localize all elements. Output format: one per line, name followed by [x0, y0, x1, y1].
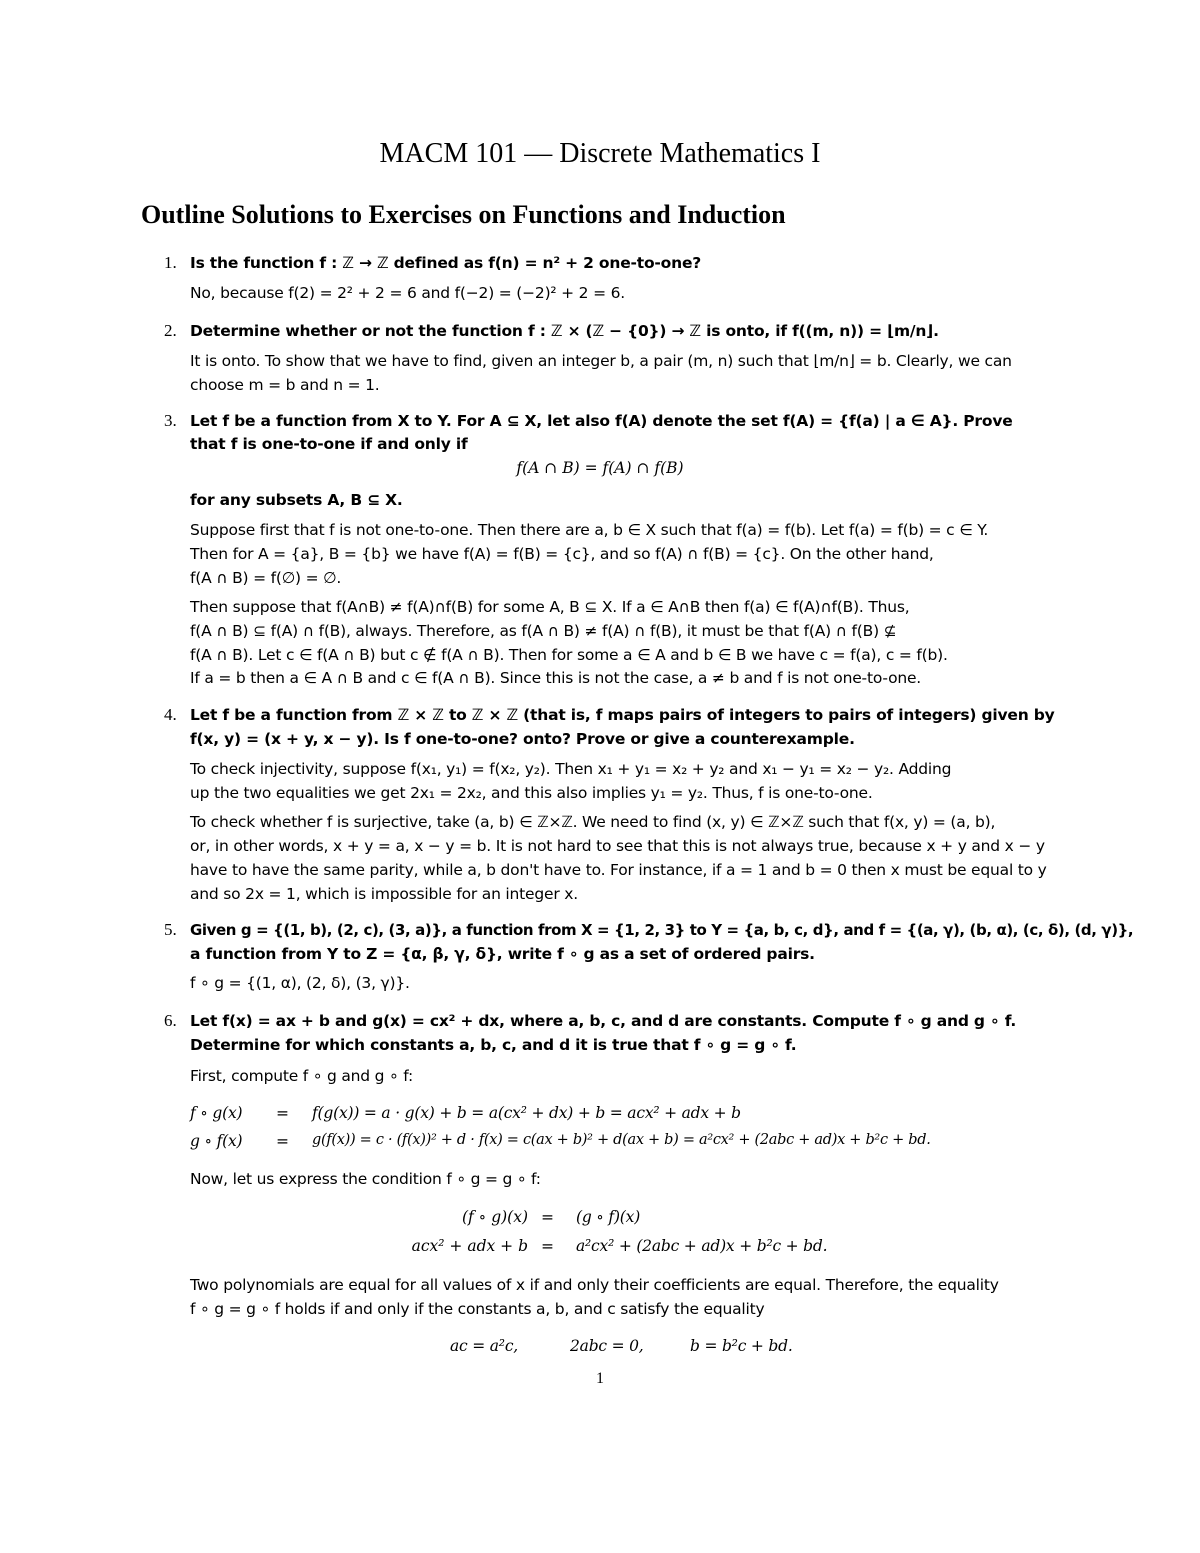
problem-question: Let f(x) = ax + b and g(x) = cx² + dx, where a, b, c, and d are constants. Compute f ∘ g and g ∘ f.: [190, 1012, 1017, 1030]
problem-number: 4.: [164, 705, 177, 724]
problem-question: Determine for which constants a, b, c, and d it is true that f ∘ g = g ∘ f.: [190, 1036, 797, 1054]
problem-question: Determine whether or not the function f : ℤ × (ℤ − {0}) → ℤ is onto, if f((m, n)) = ⌊m/n⌋.: [190, 322, 939, 340]
problem-question: Let f be a function from ℤ × ℤ to ℤ × ℤ (that is, f maps pairs of integers to pairs of integers) given by: [190, 706, 1055, 724]
problem-answer: To check injectivity, suppose f(x₁, y₁) = f(x₂, y₂). Then x₁ + y₁ = x₂ + y₂ and x₁ − y₁ = x₂ − y₂. Adding: [190, 760, 952, 778]
conclusion-text: Two polynomials are equal for all values of x if and only their coefficients are equal. Therefore, the equality: [190, 1276, 999, 1294]
course-title: MACM 101 — Discrete Mathematics I: [379, 138, 821, 169]
problem-answer: First, compute f ∘ g and g ∘ f:: [190, 1067, 413, 1085]
final-equality: ac = a²c,: [450, 1337, 519, 1355]
problem-answer: f(A ∩ B) ⊆ f(A) ∩ f(B), always. Therefore, as f(A ∩ B) ≠ f(A) ∩ f(B), it must be that f(A) ∩ f(B) ⊈: [190, 622, 897, 640]
problem-question: that f is one-to-one if and only if: [190, 435, 468, 453]
problem-number: 5.: [164, 920, 177, 939]
display-equation: f(A ∩ B) = f(A) ∩ f(B): [516, 459, 684, 477]
condition-rhs: a²cx² + (2abc + ad)x + b²c + bd.: [576, 1237, 828, 1255]
problem-answer: Suppose first that f is not one-to-one. Then there are a, b ∈ X such that f(a) = f(b). Let f(a) = f(b) = c ∈ Y.: [190, 521, 989, 539]
problem-answer: and so 2x = 1, which is impossible for an integer x.: [190, 885, 578, 903]
problem-question: Let f be a function from X to Y. For A ⊆ X, let also f(A) denote the set f(A) = {f(a) | a ∈ A}. Prove: [190, 412, 1013, 430]
equation-relation: =: [276, 1132, 289, 1150]
condition-rhs: (g ∘ f)(x): [576, 1208, 641, 1226]
document-title: Outline Solutions to Exercises on Functions and Induction: [141, 200, 786, 229]
problem-number: 6.: [164, 1011, 177, 1030]
condition-lhs-text: acx² + adx + b: [411, 1237, 528, 1255]
condition-intro: Now, let us express the condition f ∘ g = g ∘ f:: [190, 1170, 541, 1188]
problem-answer: f ∘ g = {(1, α), (2, δ), (3, γ)}.: [190, 974, 410, 992]
problem-question: for any subsets A, B ⊆ X.: [190, 491, 403, 509]
problem-number: 3.: [164, 411, 177, 430]
problem-number: 1.: [164, 253, 177, 272]
final-equality: 2abc = 0,: [570, 1337, 644, 1355]
condition-relation: =: [541, 1208, 554, 1226]
problem-answer: have to have the same parity, while a, b don't have to. For instance, if a = 1 and b = 0 then x must be equal to y: [190, 861, 1047, 879]
problem-answer: or, in other words, x + y = a, x − y = b. It is not hard to see that this is not always true, because x + y and x − y: [190, 837, 1045, 855]
problem-question: Is the function f : ℤ → ℤ defined as f(n) = n² + 2 one-to-one?: [190, 254, 702, 272]
problem-answer: f(A ∩ B) = f(∅) = ∅.: [190, 569, 342, 587]
problem-answer: To check whether f is surjective, take (a, b) ∈ ℤ×ℤ. We need to find (x, y) ∈ ℤ×ℤ such that f(x, y) = (a, b),: [190, 813, 996, 831]
equation-lhs: f ∘ g(x): [190, 1104, 243, 1122]
problem-answer: Then for A = {a}, B = {b} we have f(A) = f(B) = {c}, and so f(A) ∩ f(B) = {c}. On the other hand,: [190, 545, 934, 563]
problem-answer: If a = b then a ∈ A ∩ B and c ∈ f(A ∩ B). Since this is not the case, a ≠ b and f is not one-to-one.: [190, 669, 922, 687]
conclusion-text: f ∘ g = g ∘ f holds if and only if the constants a, b, and c satisfy the equality: [190, 1300, 765, 1318]
problem-answer: f(A ∩ B). Let c ∈ f(A ∩ B) but c ∉ f(A ∩ B). Then for some a ∈ A and b ∈ B we have c = f(a), c = f(b).: [190, 646, 948, 664]
problem-number: 2.: [164, 321, 177, 340]
equation-rhs: g(f(x)) = c · (f(x))² + d · f(x) = c(ax + b)² + d(ax + b) = a²cx² + (2abc + ad)x + b²c + bd.: [312, 1132, 931, 1148]
final-equality: b = b²c + bd.: [690, 1337, 793, 1355]
equation-rhs: f(g(x)) = a · g(x) + b = a(cx² + dx) + b = acx² + adx + b: [312, 1104, 741, 1122]
problem-answer: No, because f(2) = 2² + 2 = 6 and f(−2) = (−2)² + 2 = 6.: [190, 284, 625, 302]
condition-lhs-text: (f ∘ g)(x): [461, 1208, 528, 1226]
equation-lhs: g ∘ f(x): [190, 1132, 243, 1150]
problem-question: Given g = {(1, b), (2, c), (3, a)}, a function from X = {1, 2, 3} to Y = {a, b, c, d}, and f = {(a, γ), (b, α), (c, δ), (d, γ)},: [190, 921, 1134, 939]
problem-answer: up the two equalities we get 2x₁ = 2x₂, and this also implies y₁ = y₂. Thus, f is one-to-one.: [190, 784, 873, 802]
page-number: 1: [596, 1370, 604, 1387]
problem-answer: choose m = b and n = 1.: [190, 376, 380, 394]
condition-relation: =: [541, 1237, 554, 1255]
problem-answer: Then suppose that f(A∩B) ≠ f(A)∩f(B) for some A, B ⊆ X. If a ∈ A∩B then f(a) ∈ f(A)∩f(B). Thus,: [190, 598, 910, 616]
problem-question: a function from Y to Z = {α, β, γ, δ}, write f ∘ g as a set of ordered pairs.: [190, 945, 815, 963]
problem-answer: It is onto. To show that we have to find, given an integer b, a pair (m, n) such that ⌊m/n⌋ = b. Clearly, we can: [190, 352, 1012, 370]
equation-relation: =: [276, 1104, 289, 1122]
problem-question: f(x, y) = (x + y, x − y). Is f one-to-one? onto? Prove or give a counterexample.: [190, 730, 855, 748]
